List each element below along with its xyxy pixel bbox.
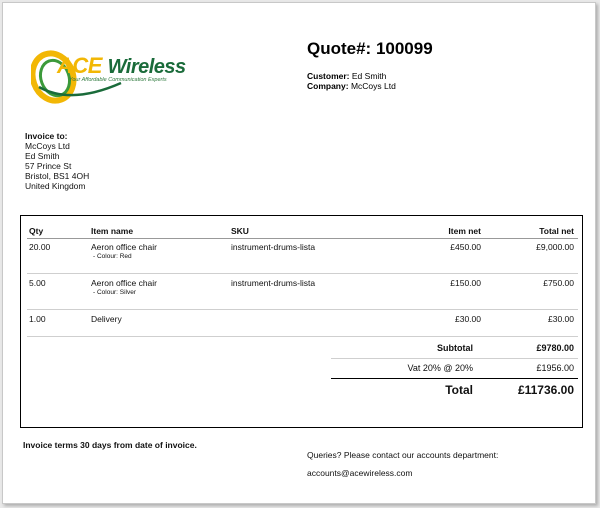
header-item-net: Item net [448,226,481,236]
address-line: McCoys Ltd [25,141,70,151]
row-divider [27,273,578,274]
row-item-name: Delivery [91,314,122,324]
total-label: Total [445,383,473,397]
row-sku: instrument-drums-lista [231,278,316,288]
invoice-terms: Invoice terms 30 days from date of invoice. [23,440,197,450]
company-line [307,81,396,91]
row-qty: 5.00 [29,278,46,288]
vat-value: £1956.00 [536,363,574,373]
row-item-option: - Colour: Red [93,253,132,260]
row-sku: instrument-drums-lista [231,242,316,252]
row-divider [27,336,578,337]
company-label: Company: [307,81,349,91]
header-item-name: Item name [91,226,134,236]
header-qty: Qty [29,226,44,236]
address-line: Bristol, BS1 4OH [25,171,90,181]
queries-text: Queries? Please contact our accounts department: [307,450,499,460]
logo-wordmark: ACE Wireless [57,53,186,78]
row-total-net: £750.00 [543,278,574,288]
vat-label: Vat 20% @ 20% [407,363,473,373]
row-item-net: £450.00 [450,242,481,252]
quote-title: Quote#: 100099 [307,39,433,58]
customer-line [307,71,386,81]
customer-label: Customer: [307,71,350,81]
header-sku: SKU [231,226,249,236]
row-item-name: Aeron office chair [91,242,157,252]
total-value: £11736.00 [517,383,574,397]
address-line: 57 Prince St [25,161,72,171]
row-divider [27,309,578,310]
address-line: Ed Smith [25,151,60,161]
address-line: United Kingdom [25,181,86,191]
row-item-option: - Colour: Silver [93,289,136,296]
row-item-net: £150.00 [450,278,481,288]
accounts-email[interactable]: accounts@acewireless.com [307,468,413,478]
row-qty: 1.00 [29,314,46,324]
invoice-to-address [25,131,89,191]
customer-value: Ed Smith [351,71,387,81]
subtotal-label: Subtotal [437,343,473,353]
logo-tagline: Your Affordable Communication Experts [69,77,167,83]
header-total-net: Total net [539,226,574,236]
total-divider [331,378,578,379]
row-qty: 20.00 [29,242,51,252]
header-divider [27,238,578,239]
row-item-name: Aeron office chair [91,278,157,288]
row-total-net: £30.00 [548,314,574,324]
subtotal-value: £9780.00 [536,343,574,353]
company-logo [31,47,191,107]
subtotal-divider [331,358,578,359]
row-total-net: £9,000.00 [536,242,574,252]
row-item-net: £30.00 [455,314,481,324]
invoice-to-label: Invoice to: [25,131,68,141]
company-value: McCoys Ltd [350,81,396,91]
invoice-page [2,2,596,504]
line-items-table [20,215,583,428]
